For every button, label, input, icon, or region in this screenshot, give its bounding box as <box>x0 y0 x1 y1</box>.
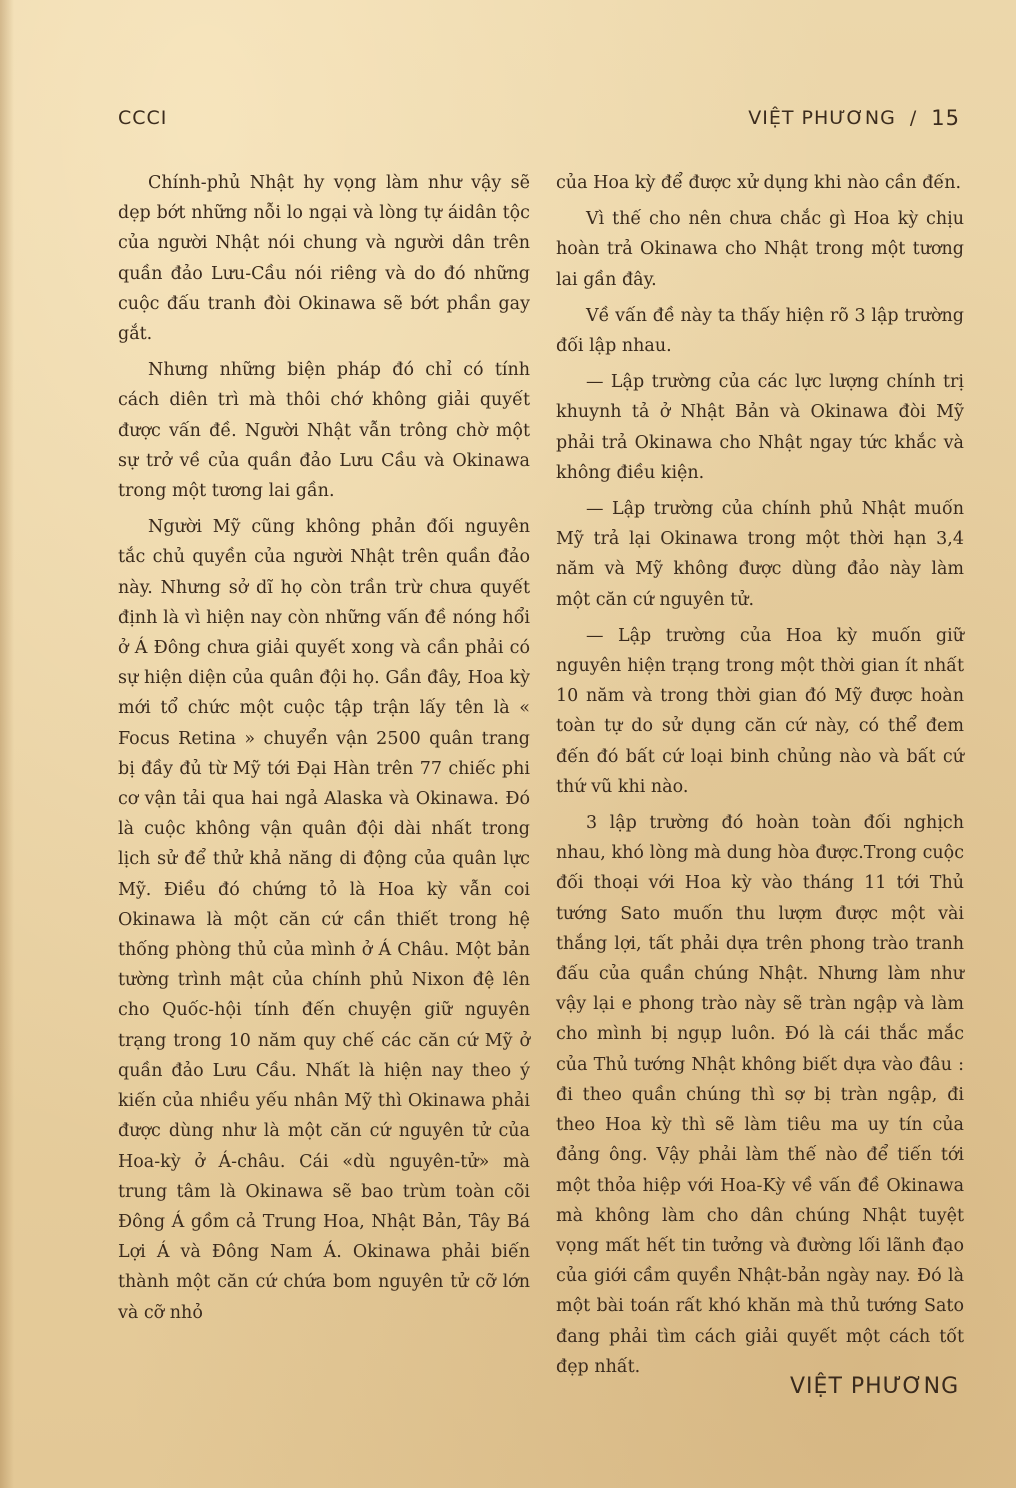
paragraph: Về vấn đề này ta thấy hiện rõ 3 lập trường đối lập nhau. <box>556 305 964 357</box>
paragraph: Chính-phủ Nhật hy vọng làm như vậy sẽ dẹp bớt những nỗi lo ngại và lòng tự áidân tộc của người Nhật nói chung và người dân trên quần đảo Lưu-Cầu nói riêng và do đó những cuộc đấu tranh đòi Okinawa sẽ bớt phần gay gắt. <box>118 173 530 345</box>
right-column <box>556 168 964 1388</box>
page-edge-shadow <box>0 0 14 1488</box>
paragraph: Nhưng những biện pháp đó chỉ có tính cách diên trì mà thôi chớ không giải quyết được vấn đề. Người Nhật vẫn trông chờ một sự trở về của quần đảo Lưu Cầu và Okinawa trong một tương lai gần. <box>118 360 530 502</box>
paragraph: của Hoa kỳ để được xử dụng khi nào cần đến. <box>556 173 962 193</box>
page-number: 15 <box>931 106 960 130</box>
header-title: VIỆT PHƯƠNG <box>748 107 896 129</box>
header-right <box>748 106 960 130</box>
paragraph: — Lập trường của Hoa kỳ muốn giữ nguyên hiện trạng trong một thời gian ít nhất 10 năm và trong thời gian đó Mỹ được hoàn toàn tự do sử dụng căn cứ này, có thể đem đến đó bất cứ loại binh chủng nào và bất cứ thứ vũ khi nào. <box>556 625 964 797</box>
paragraph: 3 lập trường đó hoàn toàn đối nghịch nhau, khó lòng mà dung hòa được.Trong cuộc đối thoại với Hoa kỳ vào tháng 11 tới Thủ tướng Sato muốn thu lượm được một vài thắng lợi, tất phải dựa trên phong trào tranh đấu của quần chúng Nhật. Nhưng làm như vậy lại e phong trào này sẽ tràn ngập và làm cho mình bị ngụp luôn. Đó là cái thắc mắc của Thủ tướng Nhật không biết dựa vào đâu : đi theo quần chúng thì sợ bị tràn ngập, đi theo Hoa kỳ thì sẽ làm tiêu ma uy tín của đảng ông. Vậy phải làm thế nào để tiến tới một thỏa hiệp với Hoa-Kỳ về vấn đề Okinawa mà không làm cho dân chúng Nhật tuyệt vọng mất hết tin tưởng và đường lối lãnh đạo của giới cầm quyền Nhật-bản ngày nay. Đó là một bài toán rất khó khăn mà thủ tướng Sato đang phải tìm cách giải quyết một cách tốt đẹp nhất. <box>556 813 964 1377</box>
paragraph: Người Mỹ cũng không phản đối nguyên tắc chủ quyền của người Nhật trên quần đảo này. Nhưng sở dĩ họ còn trần trừ chưa quyết định là vì hiện nay còn những vấn đề nóng hổi ở Á Đông chưa giải quyết xong và cần phải có sự hiện diện của quân đội họ. Gần đây, Hoa kỳ mới tổ chức một cuộc tập trận lấy tên là « Focus Retina » chuyển vận 2500 quân trang bị đầy đủ từ Mỹ tới Đại Hàn trên 77 chiếc phi cơ vận tải qua hai ngả Alaska và Okinawa. Đó là cuộc không vận quân đội dài nhất trong lịch sử để thử khả năng di động của quân lực Mỹ. Điều đó chứng tỏ là Hoa kỳ vẫn coi Okinawa là một căn cứ cần thiết trong hệ thống phòng thủ của mình ở Á Châu. Một bản tường trình mật của chính phủ Nixon đệ lên cho Quốc-hội tính đến chuyện giữ nguyên trạng trong 10 năm quy chế các căn cứ Mỹ ở quần đảo Lưu Cầu. Nhất là hiện nay theo ý kiến của nhiều yếu nhân Mỹ thì Okinawa phải được dùng như là một căn cứ nguyên tử của Hoa-kỳ ở Á-châu. Cái «dù nguyên-tử» mà trung tâm là Okinawa sẽ bao trùm toàn cõi Đông Á gồm cả Trung Hoa, Nhật Bản, Tây Bá Lợi Á và Đông Nam Á. Okinawa phải biến thành một căn cứ chứa bom nguyên tử cỡ lớn và cỡ nhỏ <box>118 517 530 1323</box>
author-signature: VIỆT PHƯƠNG <box>790 1374 960 1399</box>
header-left-label: CCCI <box>118 107 168 129</box>
paragraph: — Lập trường của các lực lượng chính trị khuynh tả ở Nhật Bản và Okinawa đòi Mỹ phải trả Okinawa cho Nhật ngay tức khắc và không điều kiện. <box>556 372 964 483</box>
left-column <box>118 168 530 1334</box>
header-separator: / <box>909 107 918 129</box>
paragraph: Vì thế cho nên chưa chắc gì Hoa kỳ chịu hoàn trả Okinawa cho Nhật trong một tương lai gần đây. <box>556 209 964 290</box>
running-header <box>118 100 960 136</box>
paragraph: — Lập trường của chính phủ Nhật muốn Mỹ trả lại Okinawa trong một thời hạn 3,4 năm và Mỹ không được dùng đảo này làm một căn cứ nguyên tử. <box>556 499 964 610</box>
